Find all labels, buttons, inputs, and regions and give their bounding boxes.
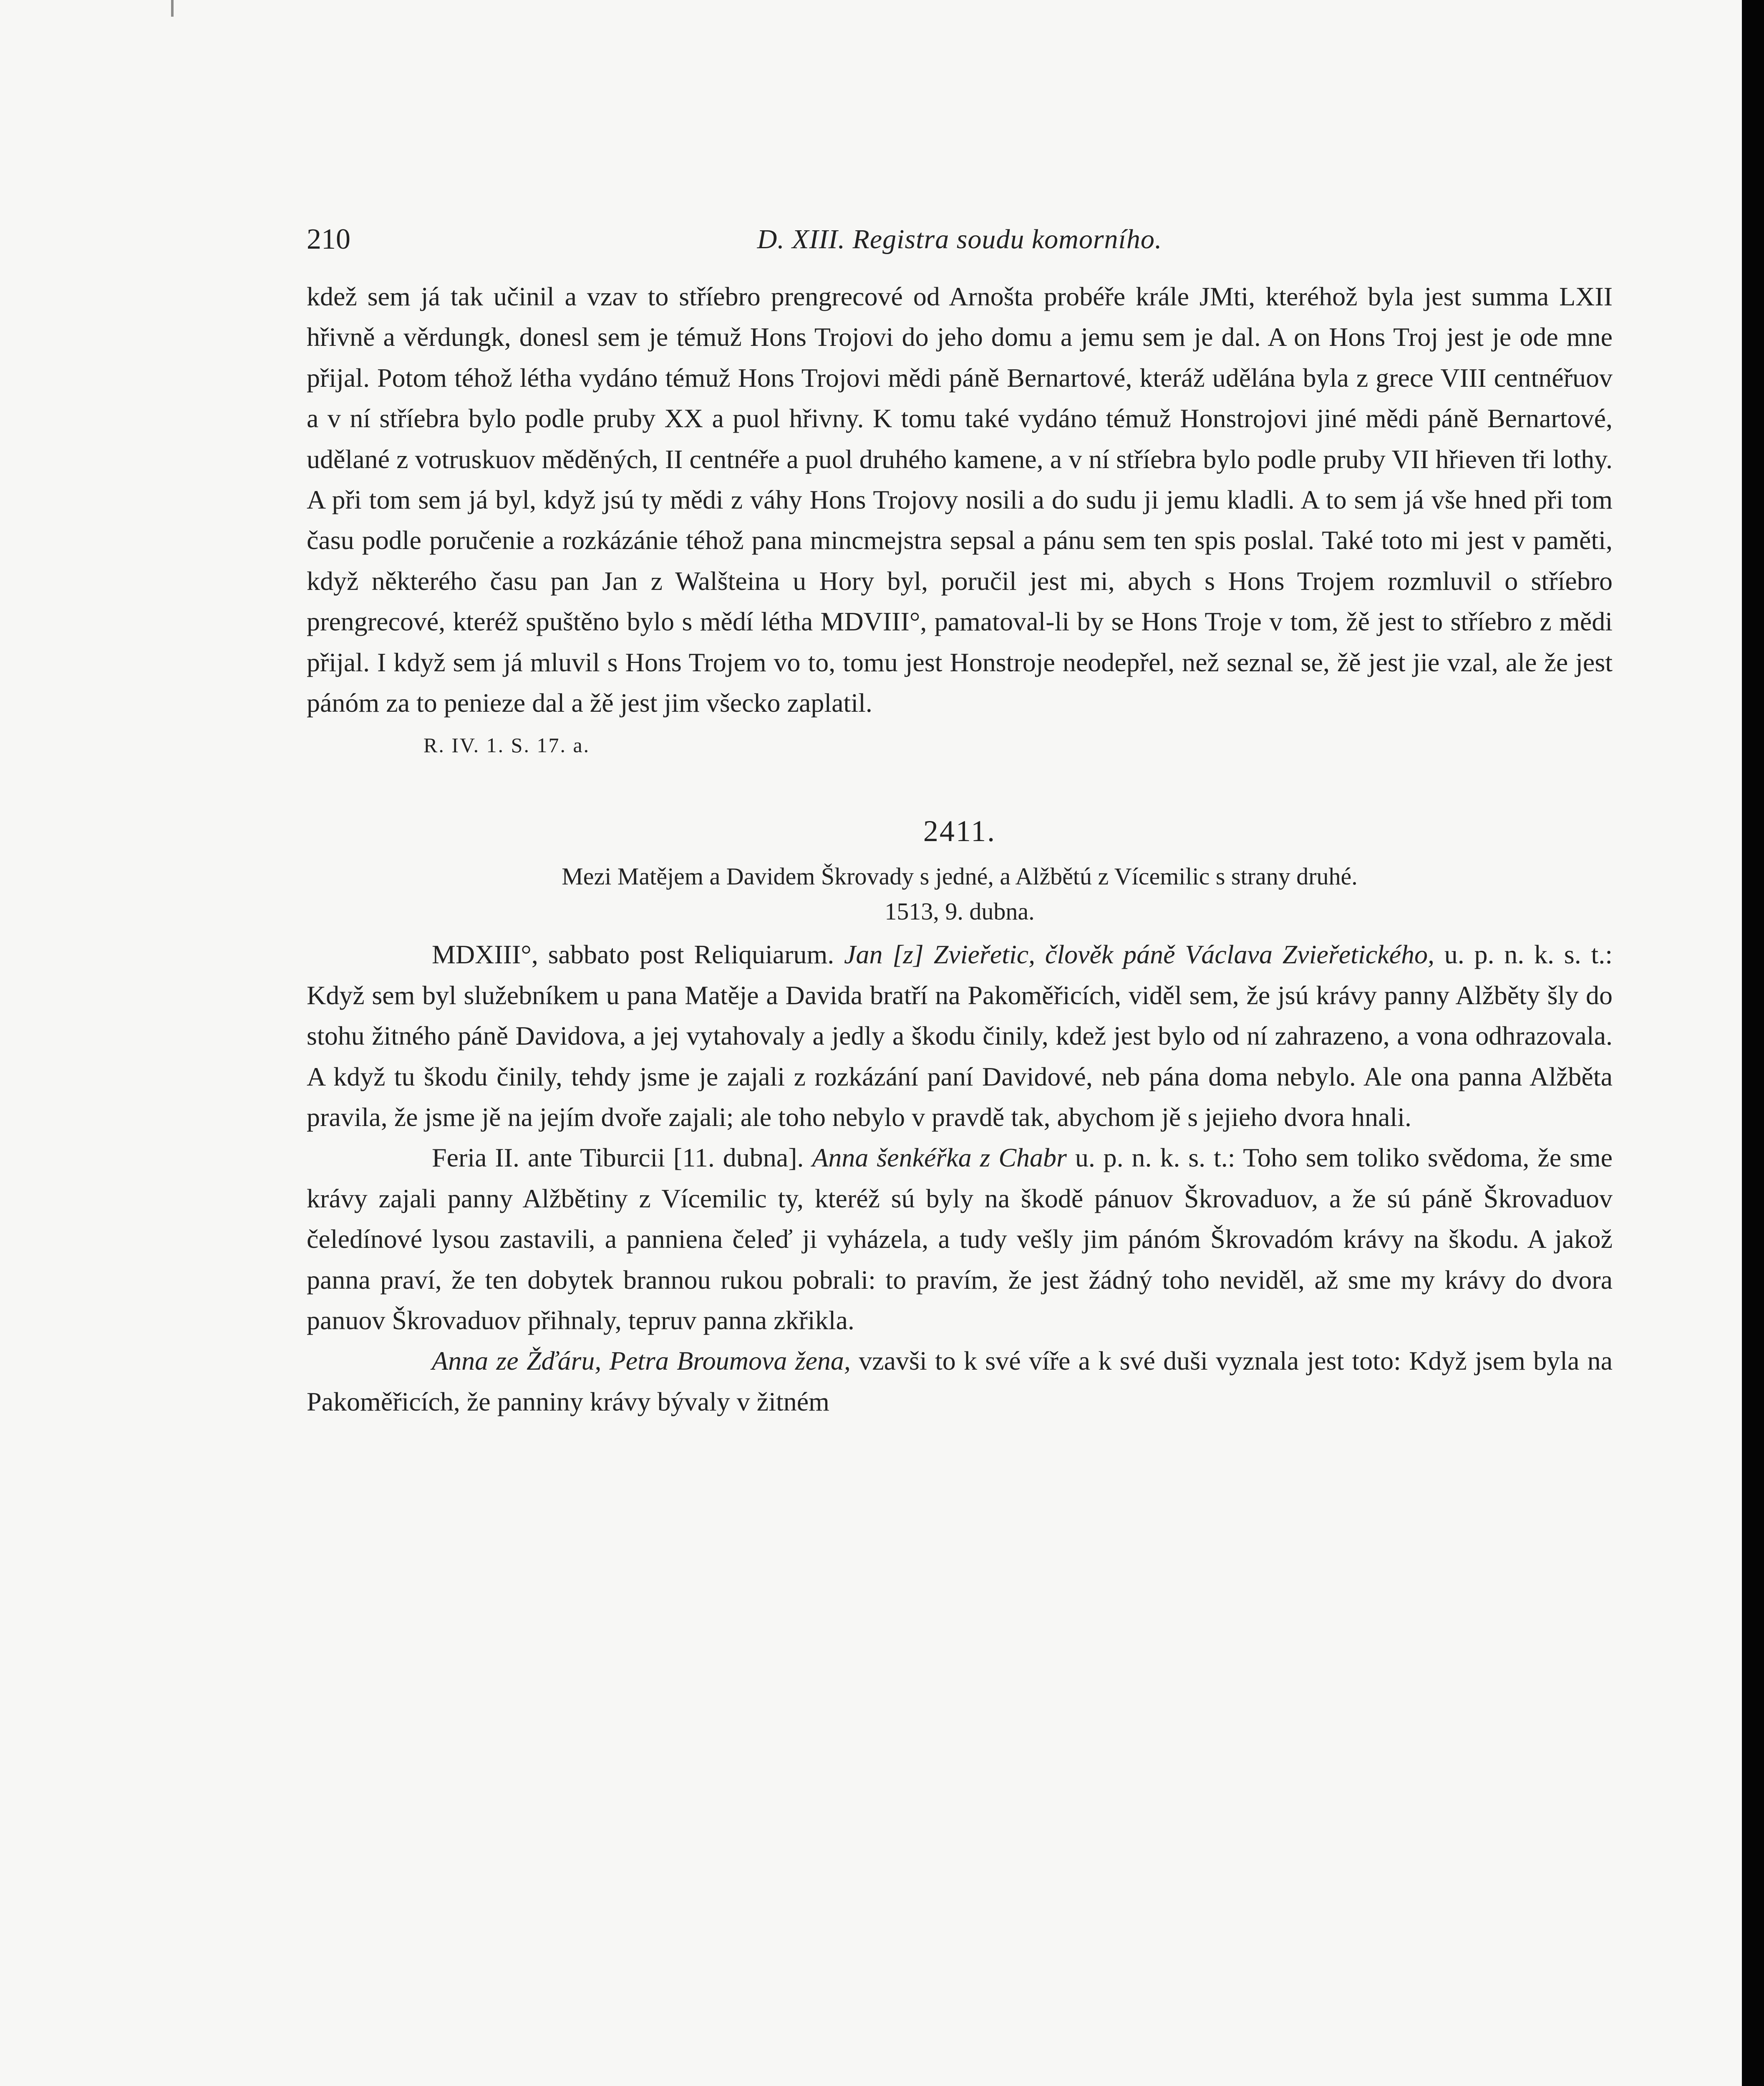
testimony-paragraph-2 (307, 1137, 1613, 1340)
document-number: 2411. (923, 814, 996, 848)
scan-mark (171, 0, 190, 17)
testimony-paragraph-1 (307, 934, 1613, 1137)
document-date: 1513, 9. dubna. (885, 898, 1035, 925)
date-phrase-2: Feria II. ante Tiburcii [11. dubna]. (432, 1143, 804, 1173)
source-reference: R. IV. 1. S. 17. a. (423, 733, 590, 757)
testimony-paragraph-3 (307, 1340, 1613, 1422)
testimony-text-1: u. p. n. k. s. t.: Když sem byl služebníkem u pana Matěje a Davida bratří na Pakoměřicích, viděl sem, že jsú krávy panny Alžběty šly do stohu žitného páně Davidova, a jej vytahovaly a jedly a škodu činily, kdež jest bylo od ní zahrazeno, a vona odhrazovala. A když tu škodu činily, tehdy jsme je zajali z rozkázání paní Davidové, neb pána doma nebylo. Ale ona panna Alžběta pravila, že jsme jě na jejím dvoře zajali; ale toho nebylo v pravdě tak, abychom jě s jejieho dvora hnali. (307, 940, 1613, 1132)
page-number: 210 (307, 223, 350, 255)
running-title: D. XIII. Registra soudu komorního. (757, 224, 1162, 254)
witness-name-3: Anna ze Žďáru, Petra Broumova žena, (432, 1346, 851, 1376)
testimony-text-2: u. p. n. k. s. t.: Toho sem toliko svědoma, že sme krávy zajali panny Alžbětiny z Vícemilic ty, kteréž sú byly na škodě pánuov Škrovaduov, a že sú páně Škrovaduov čeledínové lysou zastavili, a panniena čeleď ji vyházela, a tudy vešly jim pánóm Škrovadóm krávy na škodu. A jakož panna praví, že ten dobytek brannou rukou pobrali: to pravím, že jest žádný toho neviděl, až sme my krávy do dvora panuov Škrovaduov přihnaly, tepruv panna zkřikla. (307, 1143, 1613, 1335)
date-phrase-1: MDXIII°, sabbato post Reliquiarum. (432, 940, 834, 970)
witness-name-2: Anna šenkéřka z Chabr (812, 1143, 1067, 1173)
continuation-paragraph: kdež sem já tak učinil a vzav to stříebro prengrecové od Arnošta probéře krále JMti, kteréhož byla jest summa LXII hřivně a věrdungk, donesl sem je témuž Hons Trojovi do jeho domu a jemu sem je dal. A on Hons Troj jest je ode mne přijal. Potom téhož létha vydáno témuž Hons Trojovi mědi páně Bernartové, kteráž udělána byla z grece VIII centnéřuov a v ní stříebra bylo podle pruby XX a puol hřivny. K tomu také vydáno témuž Honstrojovi jiné mědi páně Bernartové, udělané z votruskuov měděných, II centnéře a puol druhého kamene, a v ní stříebra bylo podle pruby VII hřieven tři lothy. A při tom sem já byl, když jsú ty mědi z váhy Hons Trojovy nosili a do sudu ji jemu kladli. A to sem já vše hned při tom času podle poručenie a rozkázánie téhož pana mincmejstra sepsal a pánu sem ten spis poslal. Také toto mi jest v paměti, když některého času pan Jan z Walšteina u Hory byl, poručil jest mi, abych s Hons Trojem rozmluvil o stříebro prengrecové, kteréž spuštěno bylo s mědí létha MDVIII°, pamatoval-li by se Hons Troje v tom, žě jest to stříebro z mědi přijal. I když sem já mluvil s Hons Trojem vo to, tomu jest Honstroje neodepřel, než seznal se, žě jest jie vzal, ale že jest pánóm za to penieze dal a žě jest jim všecko zaplatil. (307, 282, 1613, 718)
testimony-text-3: vzavši to k své víře a k své duši vyznala jest toto: Když jsem byla na Pakoměřicích, že panniny krávy bývaly v žitném (307, 1346, 1613, 1416)
document-summary: Mezi Matějem a Davidem Škrovady s jedné, a Alžbětú z Vícemilic s strany druhé. (562, 863, 1358, 890)
running-head (307, 211, 1613, 255)
witness-name-1: Jan [z] Zvieřetic, člověk páně Václava Zvieřetického, (844, 940, 1434, 970)
text-block (307, 211, 1613, 1422)
scan-border (1742, 0, 1764, 2086)
